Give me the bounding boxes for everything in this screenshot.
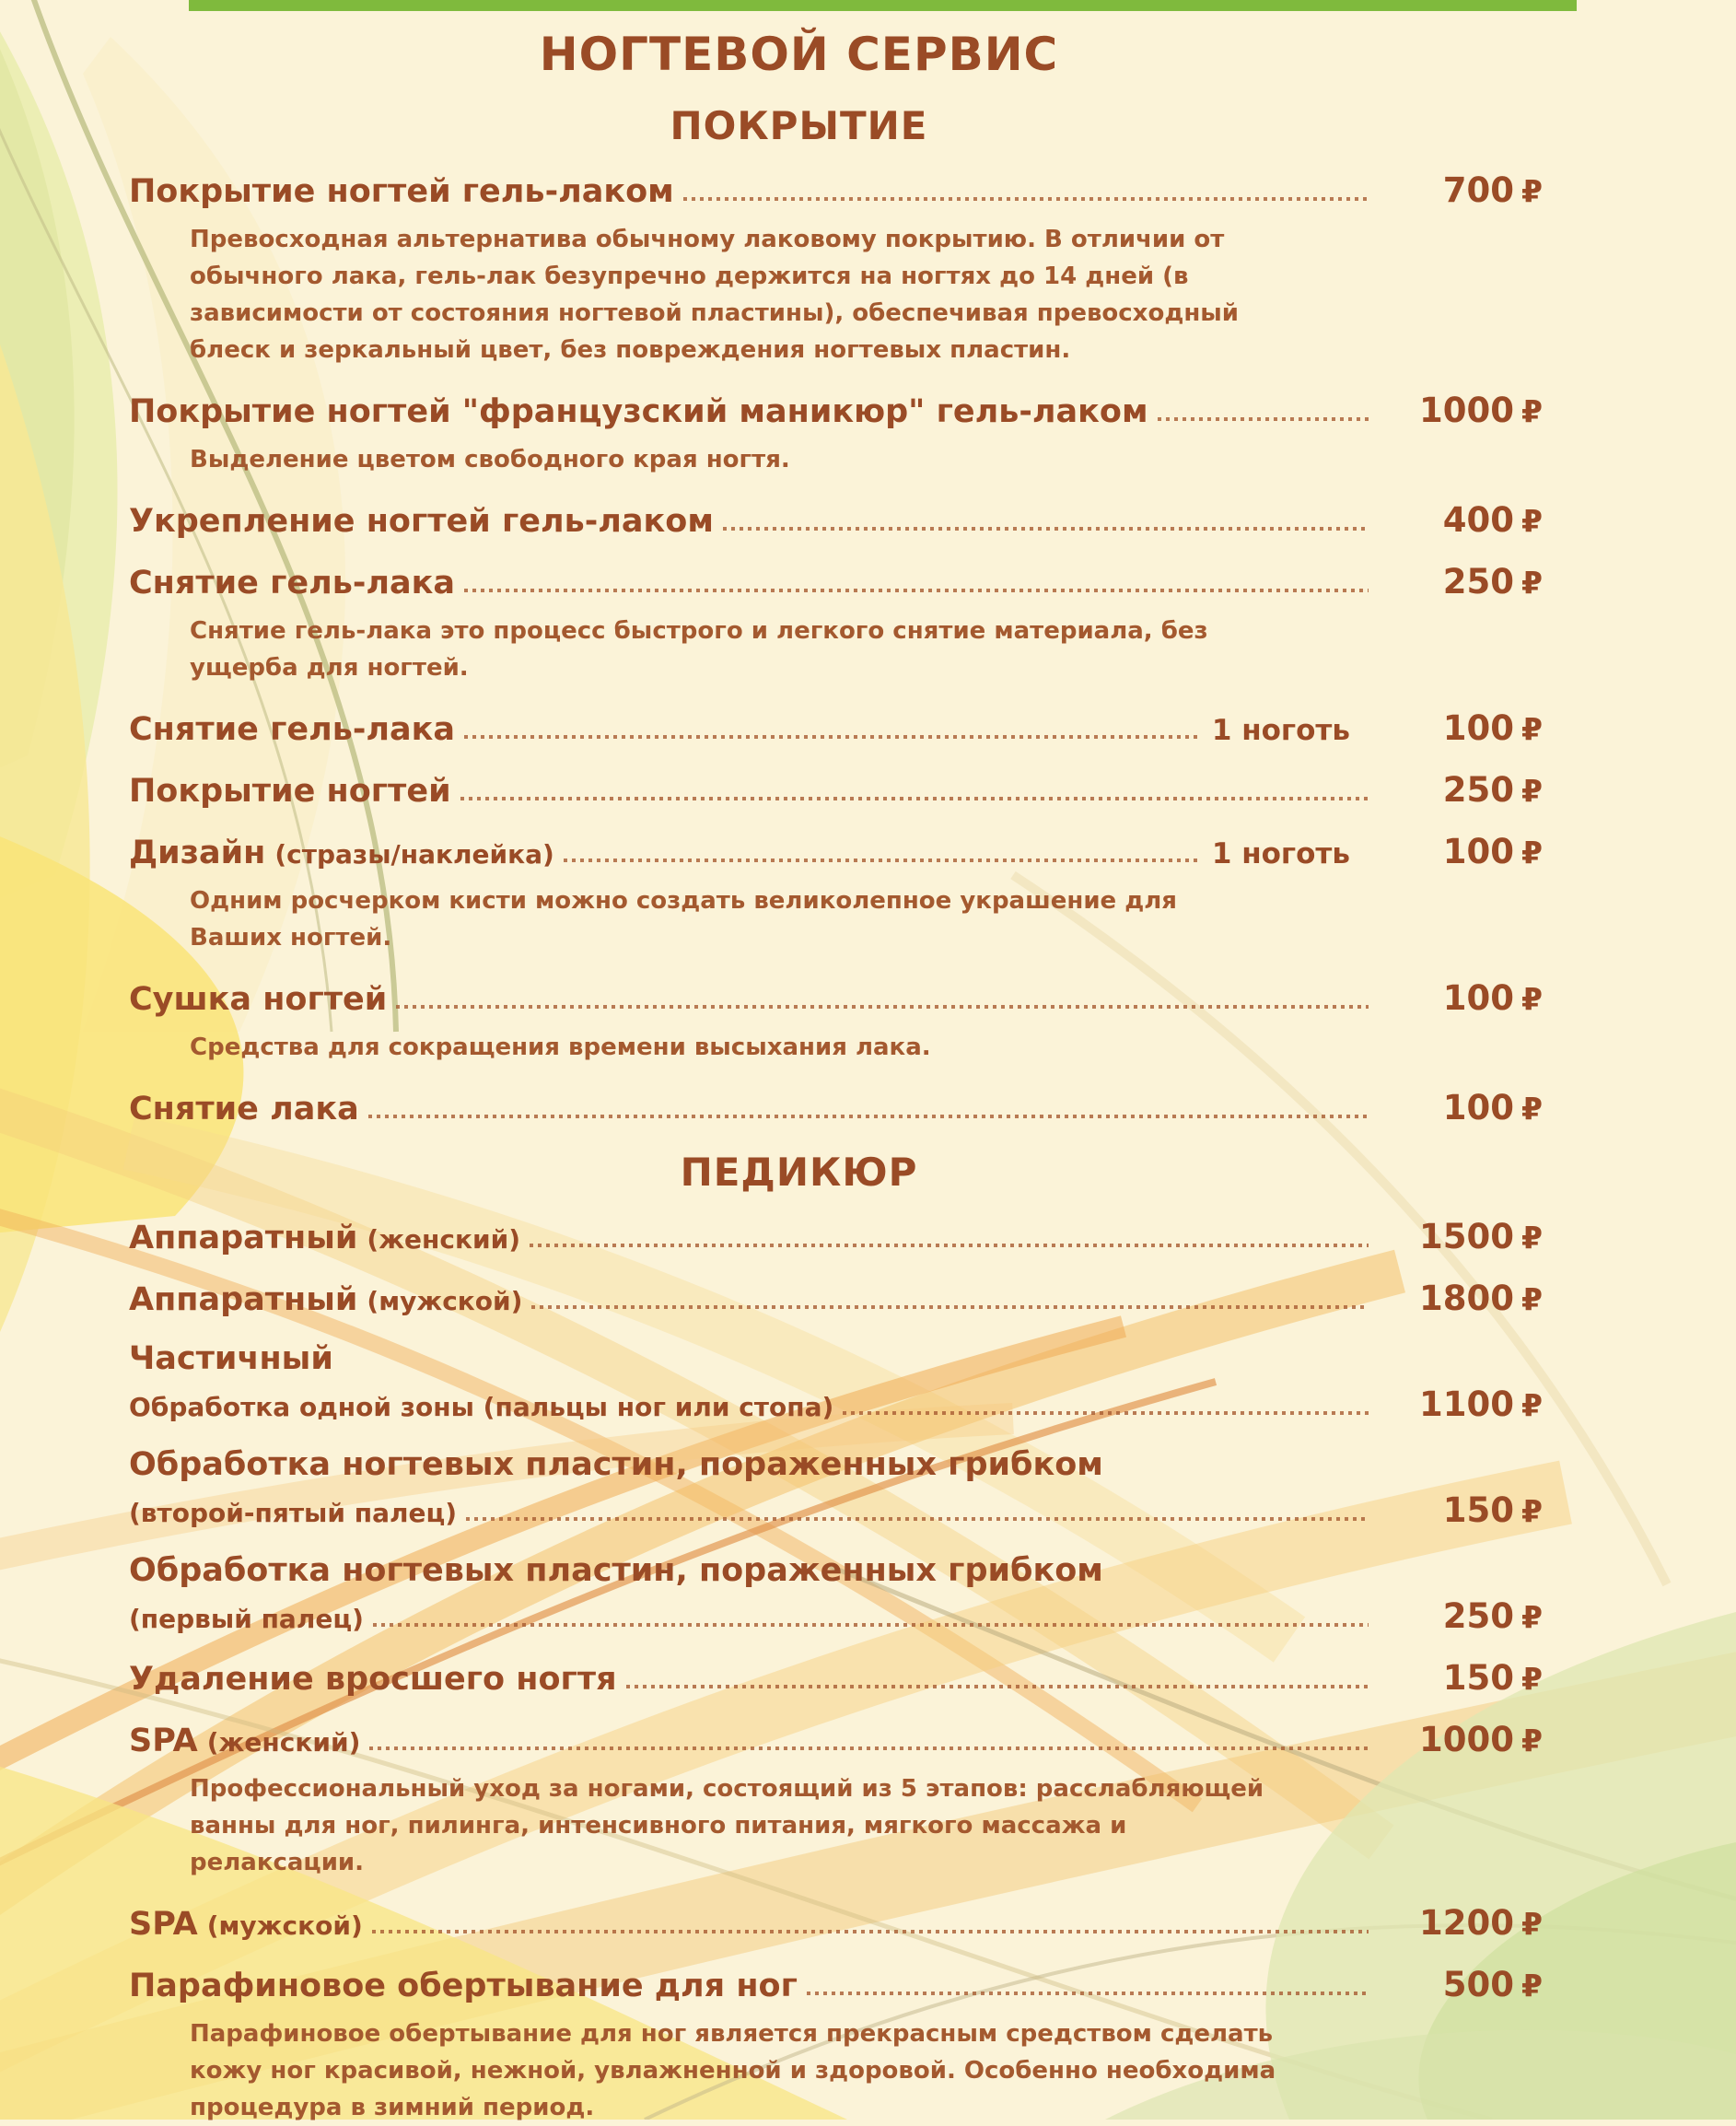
currency-symbol: ₽: [1521, 835, 1543, 870]
price: [1381, 1088, 1543, 1127]
service-name: SPA: [129, 1906, 198, 1943]
price: [1381, 1384, 1543, 1424]
top-accent-bar: [189, 0, 1577, 11]
service-name: Покрытие ногтей "французский маникюр" гель-лаком: [129, 393, 1148, 430]
section-heading: ПОКРЫТИЕ: [670, 103, 928, 148]
service-name: Снятие гель-лака: [129, 711, 456, 748]
dot-leader: [683, 197, 1369, 201]
service-row: [129, 562, 1543, 602]
service-name-suffix: (мужской): [367, 1286, 523, 1316]
currency-symbol: ₽: [1521, 1091, 1543, 1127]
price-value: 400: [1442, 500, 1515, 540]
service-description: Выделение цветом свободного края ногтя.: [190, 446, 790, 473]
currency-symbol: ₽: [1521, 1661, 1543, 1697]
currency-symbol: ₽: [1521, 773, 1543, 809]
service-row: [129, 391, 1543, 430]
service-name-suffix: (стразы/наклейка): [274, 839, 554, 870]
service-name: Дизайн: [129, 835, 266, 871]
price: [1381, 1720, 1543, 1759]
service-name: Укрепление ногтей гель-лаком: [129, 503, 714, 540]
price: [1381, 1279, 1543, 1318]
service-description: Профессиональный уход за ногами, состоящий из 5 этапов: расслабляющей ванны для ног, пилинга, интенсивного питания, мягкого массажа и релаксации.: [190, 1775, 1264, 1876]
service-row: [129, 1658, 1543, 1698]
dot-leader: [530, 1244, 1369, 1247]
price-value: 100: [1442, 1088, 1515, 1127]
service-row: [129, 1720, 1543, 1759]
service-description: Превосходная альтернатива обычному лаковому покрытию. В отличии от обычного лака, гель-лак безупречно держится на ногтях до 14 дней (в зависимости от состояния ногтевой пластины), обеспечивая превосходный блеск и зеркальный цвет, без повреждения ногтевых пластин.: [190, 226, 1240, 364]
dot-leader: [464, 735, 1197, 739]
dot-leader: [460, 797, 1369, 800]
dot-leader: [396, 1005, 1369, 1009]
service-row: [129, 1340, 1543, 1377]
service-name: Частичный: [129, 1340, 333, 1377]
price-value: 700: [1442, 170, 1515, 210]
dot-leader: [723, 527, 1369, 531]
price: [1381, 562, 1543, 602]
unit-qualifier: 1 ноготь: [1211, 837, 1350, 870]
price: [1381, 770, 1543, 810]
price-value: 100: [1442, 832, 1515, 871]
service-name-suffix: (мужской): [206, 1910, 363, 1941]
currency-symbol: ₽: [1521, 1387, 1543, 1423]
service-name: Покрытие ногтей: [129, 773, 451, 810]
price: [1381, 1490, 1543, 1530]
dot-leader: [626, 1685, 1369, 1688]
price: [1381, 832, 1543, 871]
service-name-suffix: (женский): [206, 1727, 361, 1758]
dot-leader: [807, 1992, 1369, 1995]
service-name: Покрытие ногтей гель-лаком: [129, 173, 674, 210]
price-value: 1500: [1419, 1217, 1515, 1256]
service-name: Снятие гель-лака: [129, 565, 456, 602]
currency-symbol: ₽: [1521, 565, 1543, 601]
price: [1381, 1596, 1543, 1636]
service-row: [129, 708, 1543, 748]
menu-sections: [129, 103, 1543, 2126]
price: [1381, 391, 1543, 430]
currency-symbol: ₽: [1521, 1493, 1543, 1529]
price-value: 250: [1442, 1596, 1515, 1636]
service-sub-row: [129, 1384, 1543, 1424]
currency-symbol: ₽: [1521, 393, 1543, 429]
price-value: 150: [1442, 1658, 1515, 1698]
price-value: 1000: [1419, 391, 1515, 430]
service-row: [129, 170, 1543, 210]
price-value: 100: [1442, 708, 1515, 748]
currency-symbol: ₽: [1521, 1599, 1543, 1635]
currency-symbol: ₽: [1521, 711, 1543, 747]
dot-leader: [368, 1115, 1369, 1118]
unit-qualifier: 1 ноготь: [1211, 714, 1350, 747]
service-name-suffix: (женский): [367, 1224, 521, 1255]
service-row: [129, 770, 1543, 810]
service-description: Снятие гель-лака это процесс быстрого и легкого снятие материала, без ущерба для ногтей.: [190, 617, 1208, 682]
price-value: 1800: [1419, 1279, 1515, 1318]
service-row: [129, 832, 1543, 871]
service-name: Обработка одной зоны (пальцы ног или стопа): [129, 1392, 834, 1422]
page-title: НОГТЕВОЙ СЕРВИС: [539, 28, 1059, 81]
currency-symbol: ₽: [1521, 1968, 1543, 2003]
price-value: 250: [1442, 562, 1515, 602]
dot-leader: [564, 859, 1197, 862]
price: [1381, 500, 1543, 540]
price-value: 1200: [1419, 1903, 1515, 1943]
service-row: [129, 1965, 1543, 2004]
price-value: 100: [1442, 978, 1515, 1018]
currency-symbol: ₽: [1521, 1906, 1543, 1942]
price: [1381, 1658, 1543, 1698]
price: [1381, 1903, 1543, 1943]
service-name: (второй-пятый палец): [129, 1498, 458, 1528]
dot-leader: [464, 589, 1369, 592]
price: [1381, 978, 1543, 1018]
service-row: [129, 1217, 1543, 1256]
currency-symbol: ₽: [1521, 981, 1543, 1017]
price: [1381, 170, 1543, 210]
dot-leader: [1158, 417, 1369, 421]
service-name: Аппаратный: [129, 1281, 358, 1318]
service-name: Обработка ногтевых пластин, пораженных грибком: [129, 1552, 1103, 1589]
service-description: Одним росчерком кисти можно создать великолепное украшение для Ваших ногтей.: [190, 887, 1177, 952]
service-row: [129, 1446, 1543, 1483]
service-row: [129, 1903, 1543, 1943]
price-value: 1000: [1419, 1720, 1515, 1759]
dot-leader: [466, 1517, 1369, 1521]
dot-leader: [843, 1411, 1369, 1415]
currency-symbol: ₽: [1521, 173, 1543, 209]
service-name: Парафиновое обертывание для ног: [129, 1968, 798, 2004]
price-value: 500: [1442, 1965, 1515, 2004]
price: [1381, 1965, 1543, 2004]
service-name: Обработка ногтевых пластин, пораженных грибком: [129, 1446, 1103, 1483]
service-name: Аппаратный: [129, 1220, 358, 1256]
dot-leader: [373, 1623, 1369, 1627]
currency-symbol: ₽: [1521, 1220, 1543, 1256]
currency-symbol: ₽: [1521, 1281, 1543, 1317]
price: [1381, 1217, 1543, 1256]
dot-leader: [531, 1305, 1369, 1309]
service-sub-row: [129, 1596, 1543, 1636]
section-heading: ПЕДИКЮР: [680, 1150, 918, 1195]
price-value: 250: [1442, 770, 1515, 810]
dot-leader: [372, 1930, 1369, 1933]
dot-leader: [369, 1746, 1369, 1750]
currency-symbol: ₽: [1521, 1723, 1543, 1758]
price-value: 150: [1442, 1490, 1515, 1530]
service-description: Средства для сокращения времени высыхания лака.: [190, 1034, 931, 1061]
service-name: SPA: [129, 1723, 198, 1759]
service-row: [129, 978, 1543, 1018]
price: [1381, 708, 1543, 748]
service-row: [129, 1279, 1543, 1318]
service-name: Удаление вросшего ногтя: [129, 1661, 617, 1698]
service-row: [129, 500, 1543, 540]
service-description: Парафиновое обертывание для ног является прекрасным средством сделать кожу ног красивой, нежной, увлажненной и здоровой. Особенно необходима процедура в зимний период.: [190, 2020, 1276, 2121]
service-row: [129, 1088, 1543, 1127]
price-value: 1100: [1419, 1384, 1515, 1424]
service-sub-row: [129, 1490, 1543, 1530]
service-name: Снятие лака: [129, 1091, 359, 1127]
currency-symbol: ₽: [1521, 503, 1543, 539]
service-row: [129, 1552, 1543, 1589]
service-name: Сушка ногтей: [129, 981, 388, 1018]
service-name: (первый палец): [129, 1604, 364, 1634]
